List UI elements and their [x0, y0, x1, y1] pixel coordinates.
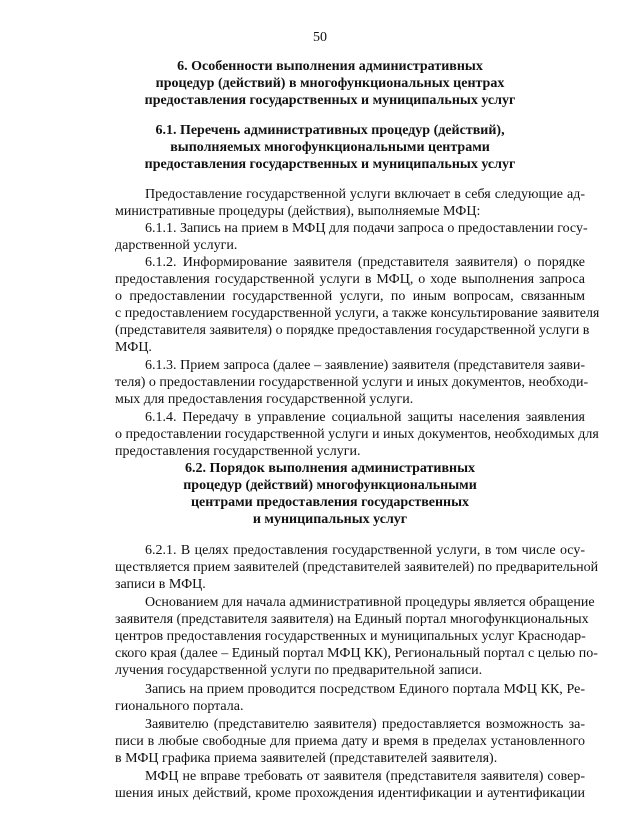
- paragraph-6-2-1: [115, 542, 599, 593]
- paragraph-6-1-4: [115, 409, 599, 460]
- heading-line: и муниципальных услуг: [252, 512, 408, 527]
- text-line: министративные процедуры (действия), выполняемые МФЦ:: [115, 204, 481, 219]
- text-line: предоставления государственной услуги в МФЦ, о ходе выполнения запроса: [115, 272, 585, 287]
- text-line: 6.1.1. Запись на прием в МФЦ для подачи запроса о предоставлении госу-: [145, 221, 588, 236]
- text-line: дарственной услуги.: [115, 238, 238, 253]
- heading-line: выполняемых многофункциональными центрами: [170, 140, 490, 155]
- text-line: о предоставлении государственной услуги и иных документов, необходимых для: [115, 427, 599, 442]
- text-line: заявителя (представителя заявителя) на Единый портал многофункциональных: [115, 612, 589, 627]
- text-line: в МФЦ графика приема заявителей (представителей заявителя).: [115, 751, 498, 766]
- text-line: писи в любые свободные для приема дату и время в пределах установленного: [115, 734, 585, 749]
- text-line: ществляется прием заявителей (представителей заявителей) по предварительной: [115, 560, 599, 575]
- text-line: 6.1.2. Информирование заявителя (представителя заявителя) о порядке: [145, 255, 585, 270]
- text-line: центров предоставления государственных и муниципальных услуг Краснодар-: [115, 629, 586, 644]
- text-line: Основанием для начала административной процедуры является обращение: [145, 595, 595, 610]
- paragraph-6-1-3: [115, 357, 589, 408]
- section-6-2-heading: [100, 460, 560, 528]
- section-6-1-heading: [100, 122, 560, 173]
- paragraph-procedures-intro: [115, 186, 585, 220]
- text-line: с предоставлением государственной услуги, а также консультирование заявителя: [115, 306, 600, 321]
- text-line: Предоставление государственной услуги включает в себя следующие ад-: [145, 187, 585, 202]
- paragraph-6-1-2: [115, 254, 600, 356]
- paragraph-appointment: [115, 681, 585, 715]
- heading-line: 6.2. Порядок выполнения административных: [184, 461, 476, 476]
- paragraph-mfc-restrictions: [115, 768, 585, 802]
- paragraph-applicant-options: [115, 716, 585, 767]
- heading-line: 6.1. Перечень административных процедур (действий),: [155, 123, 505, 138]
- text-line: МФЦ.: [115, 340, 152, 355]
- text-line: записи в МФЦ.: [115, 577, 206, 592]
- paragraph-basis: [115, 594, 598, 679]
- heading-line: процедур (действий) в многофункциональных центрах: [155, 76, 505, 91]
- text-line: 6.1.3. Прием запроса (далее – заявление) заявителя (представителя заяви-: [145, 358, 585, 373]
- heading-line: центрами предоставления государственных: [190, 495, 470, 510]
- text-line: МФЦ не вправе требовать от заявителя (представителя заявителя) совер-: [145, 769, 585, 784]
- text-line: Заявителю (представителю заявителя) предоставляется возможность за-: [145, 717, 585, 732]
- text-line: гионального портала.: [115, 699, 244, 714]
- heading-line: 6. Особенности выполнения административных: [177, 59, 483, 74]
- paragraph-6-1-1: [115, 220, 588, 254]
- page-number: 50: [313, 30, 327, 45]
- text-line: 6.2.1. В целях предоставления государственной услуги, в том числе осу-: [145, 543, 585, 558]
- text-line: Запись на прием проводится посредством Единого портала МФЦ КК, Ре-: [145, 682, 585, 697]
- heading-line: предоставления государственных и муниципальных услуг: [144, 93, 516, 108]
- text-line: ского края (далее – Единый портал МФЦ КК), Региональный портал с целью по-: [115, 646, 598, 661]
- text-line: предоставления государственной услуги.: [115, 444, 361, 459]
- text-line: теля) о предоставлении государственной услуги и иных документов, необходи-: [115, 375, 589, 390]
- section-6-heading: [100, 58, 560, 109]
- text-line: шения иных действий, кроме прохождения идентификации и аутентификации: [115, 786, 585, 801]
- text-line: мых для предоставления государственной услуги.: [115, 392, 414, 407]
- text-line: лучения государственной услуги по предварительной записи.: [115, 663, 483, 678]
- text-line: (представителя заявителя) о порядке предоставления государственной услуги в: [115, 323, 590, 338]
- heading-line: предоставления государственных и муниципальных услуг: [144, 157, 516, 172]
- text-line: о предоставлении государственной услуги, по иным вопросам, связанным: [115, 289, 585, 304]
- heading-line: процедур (действий) многофункциональными: [183, 478, 477, 493]
- text-line: 6.1.4. Передачу в управление социальной защиты населения заявления: [145, 410, 585, 425]
